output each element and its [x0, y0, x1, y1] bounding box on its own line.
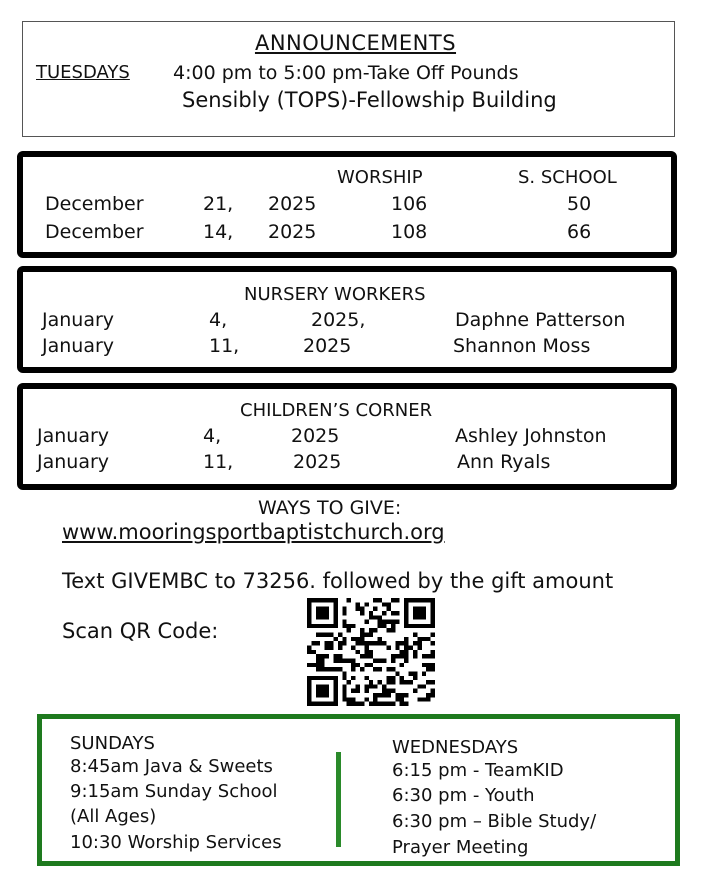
children-day: 11, — [203, 451, 234, 473]
text-to-give-instructions: Text GIVEMBC to 73256. followed by the gift amount — [62, 569, 614, 593]
nursery-month: January — [42, 309, 115, 331]
announcement-line-2: Sensibly (TOPS)-Fellowship Building — [182, 88, 557, 112]
church-website-link[interactable]: www.mooringsportbaptistchurch.org — [62, 520, 445, 544]
children-volunteer-name: Ashley Johnston — [455, 425, 607, 447]
nursery-title: NURSERY WORKERS — [244, 284, 426, 305]
children-volunteer-name: Ann Ryals — [457, 451, 551, 473]
announcements-day: TUESDAYS — [36, 62, 130, 83]
wednesday-item: 6:30 pm – Bible Study/ — [392, 811, 597, 832]
attendance-day: 14, — [203, 221, 234, 243]
nursery-worker-name: Shannon Moss — [453, 335, 591, 357]
nursery-day: 4, — [209, 309, 228, 331]
announcements-title: ANNOUNCEMENTS — [254, 31, 457, 55]
attendance-month: December — [45, 193, 144, 215]
wednesday-item: 6:15 pm - TeamKID — [392, 760, 564, 781]
wednesday-item: Prayer Meeting — [392, 837, 529, 858]
attendance-month: December — [45, 221, 144, 243]
nursery-day: 11, — [209, 335, 240, 357]
childrens-corner-title: CHILDREN’S CORNER — [240, 400, 433, 421]
nursery-month: January — [42, 335, 115, 357]
attendance-year: 2025 — [268, 221, 317, 243]
schedule-divider — [336, 752, 341, 847]
worship-count: 108 — [391, 221, 428, 243]
qr-code-label: Scan QR Code: — [62, 619, 219, 643]
nursery-year: 2025, — [311, 309, 366, 331]
school-count: 66 — [567, 221, 592, 243]
children-year: 2025 — [291, 425, 340, 447]
wednesday-item: 6:30 pm - Youth — [392, 785, 535, 806]
sunday-item: 9:15am Sunday School — [70, 781, 278, 802]
children-day: 4, — [203, 425, 222, 447]
sunday-item: (All Ages) — [70, 806, 157, 827]
nursery-year: 2025 — [303, 335, 352, 357]
nursery-worker-name: Daphne Patterson — [455, 309, 626, 331]
ways-to-give-title: WAYS TO GIVE: — [258, 497, 402, 519]
sunday-item: 8:45am Java & Sweets — [70, 756, 273, 777]
worship-column-header: WORSHIP — [337, 167, 423, 188]
school-count: 50 — [567, 193, 592, 215]
sunday-item: 10:30 Worship Services — [70, 832, 282, 853]
children-year: 2025 — [293, 451, 342, 473]
attendance-year: 2025 — [268, 193, 317, 215]
children-month: January — [37, 451, 110, 473]
announcement-line-1: 4:00 pm to 5:00 pm-Take Off Pounds — [173, 62, 519, 84]
children-month: January — [37, 425, 110, 447]
qr-code-icon — [307, 598, 435, 706]
sundays-heading: SUNDAYS — [70, 733, 155, 754]
worship-count: 106 — [391, 193, 428, 215]
wednesdays-heading: WEDNESDAYS — [392, 737, 519, 758]
attendance-day: 21, — [203, 193, 234, 215]
sunday-school-column-header: S. SCHOOL — [518, 167, 617, 188]
